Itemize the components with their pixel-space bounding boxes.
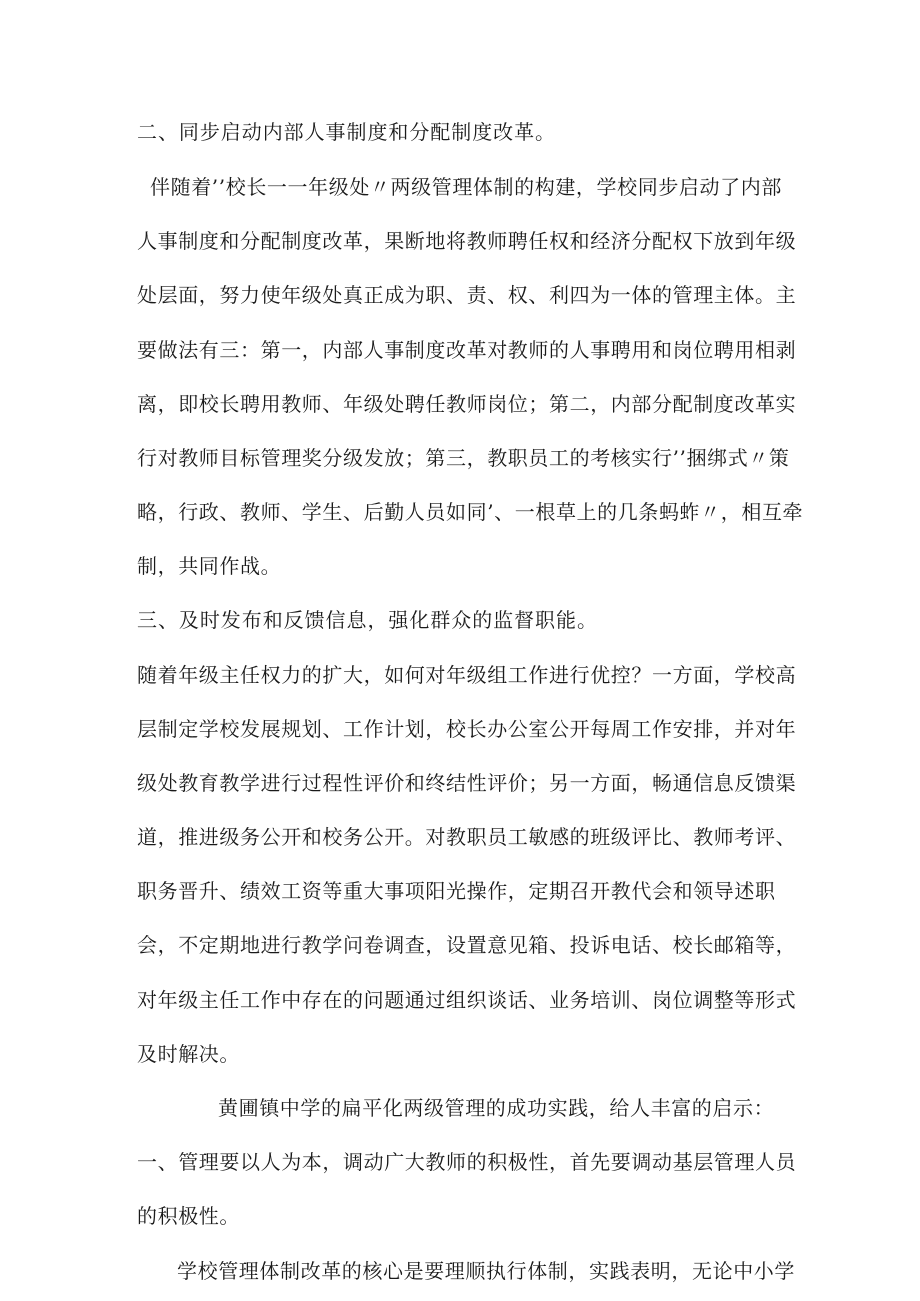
section-heading-2: 二、同步启动内部人事制度和分配制度改革。 [137,120,556,144]
paragraph-line: 行对教师目标管理奖分级发放；第三，教职员工的考核实行’’捆绑式〃策 [137,446,790,470]
paragraph-line: 伴随着’’校长一一年级处〃两级管理体制的构建，学校同步启动了内部 [150,175,782,199]
paragraph-line: 道，推进级务公开和校务公开。对教职员工敏感的班级评比、教师考评、 [137,825,797,849]
paragraph-line: 离，即校长聘用教师、年级处聘任教师岗位；第二，内部分配制度改革实 [137,392,797,416]
paragraph-line: 对年级主任工作中存在的问题通过组织谈话、业务培训、岗位调整等形式 [137,988,797,1012]
paragraph-line: 层制定学校发展规划、工作计划，校长办公室公开每周工作安排，并对年 [137,717,797,741]
section-heading-3: 三、及时发布和反馈信息，强化群众的监督职能。 [137,608,598,632]
paragraph-line: 人事制度和分配制度改革，果断地将教师聘任权和经济分配权下放到年级 [137,229,797,253]
paragraph-line: 的积极性。 [137,1204,240,1228]
paragraph-line: 及时解决。 [137,1042,240,1066]
paragraph-line: 要做法有三：第一，内部人事制度改革对教师的人事聘用和岗位聘用相剥 [137,338,797,362]
paragraph-line: 一、管理要以人为本，调动广大教师的积极性，首先要调动基层管理人员 [137,1150,797,1174]
paragraph-line: 制，共同作战。 [137,554,282,578]
paragraph-line: 黄圃镇中学的扁平化两级管理的成功实践，给人丰富的启示： [218,1096,775,1120]
paragraph-line: 学校管理体制改革的核心是要理顺执行体制，实践表明，无论中小学 [177,1259,795,1283]
paragraph-line: 会，不定期地进行教学问卷调查，设置意见箱、投诉电话、校长邮箱等， [137,933,797,957]
paragraph-line: 级处教育教学进行过程性评价和终结性评价；另一方面，畅通信息反馈渠 [137,771,797,795]
paragraph-line: 处层面，努力使年级处真正成为职、责、权、利四为一体的管理主体。主 [137,283,797,307]
paragraph-line: 职务晋升、绩效工资等重大事项阳光操作，定期召开教代会和领导述职 [137,879,776,903]
paragraph-line: 随着年级主任权力的扩大，如何对年级组工作进行优控？一方面，学校高 [137,663,797,687]
paragraph-line: 略，行政、教师、学生、后勤人员如同’、一根草上的几条蚂蚱〃，相互牵 [137,500,804,524]
